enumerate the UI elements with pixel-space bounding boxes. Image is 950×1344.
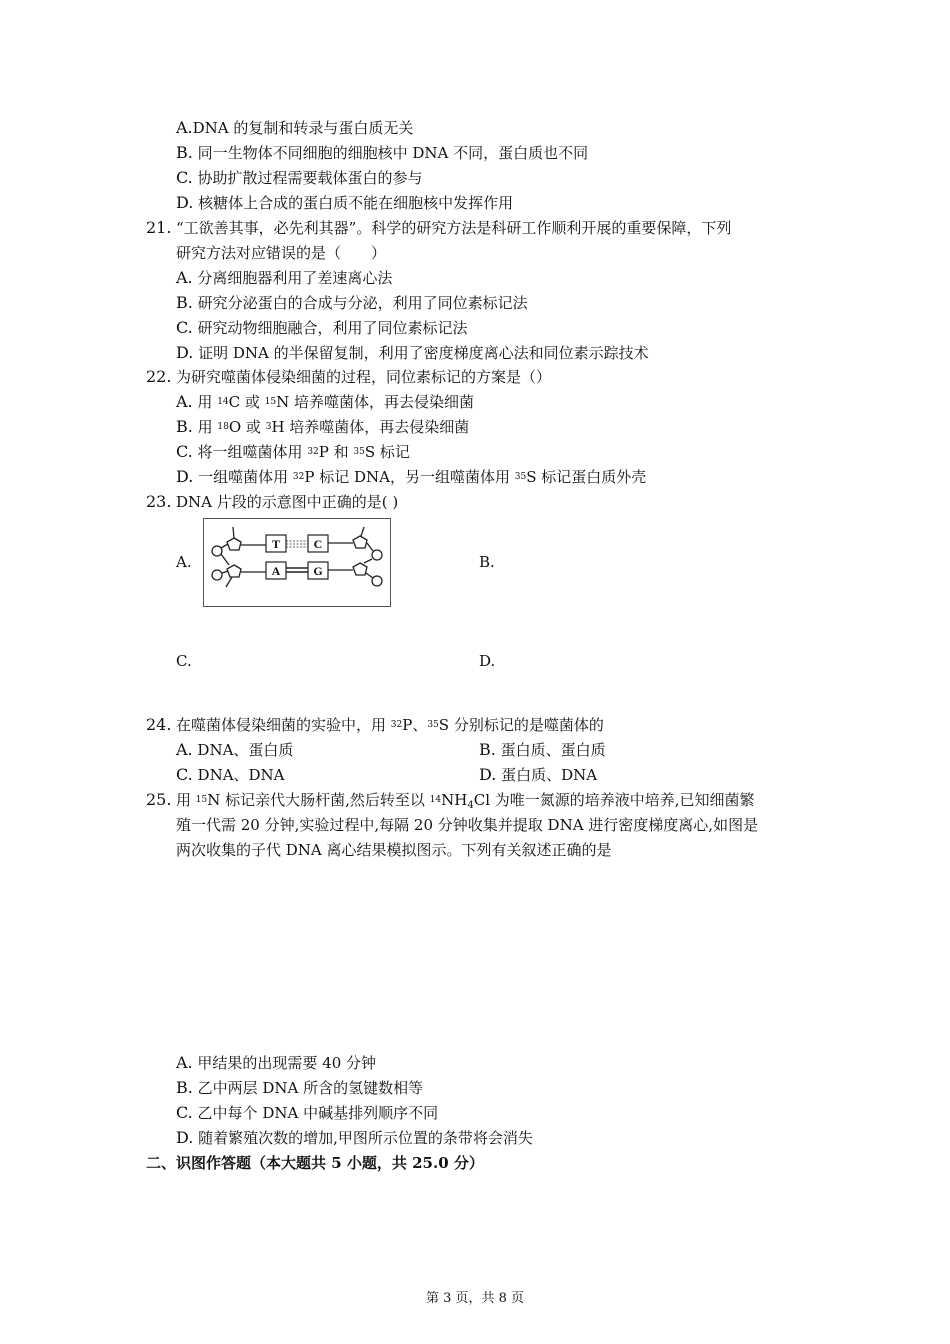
q24-option-c: C. DNA、DNA (176, 765, 285, 784)
q20-option-c: C. 协助扩散过程需要载体蛋白的参与 (176, 168, 423, 187)
q21-stem-line2: 研究方法对应错误的是（ ） (176, 244, 387, 262)
q25-number: 25. (146, 790, 172, 809)
q21-option-d: D. 证明 DNA 的半保留复制，利用了密度梯度离心法和同位素示踪技术 (176, 343, 649, 362)
q21-option-a: A. 分离细胞器利用了差速离心法 (176, 268, 393, 287)
base-label-c: C (313, 537, 323, 551)
q25-option-a: A. 甲结果的出现需要 40 分钟 (176, 1053, 377, 1072)
phosphate-circle (212, 570, 222, 580)
q24-number: 24. (146, 715, 172, 734)
q24-option-b: B. 蛋白质、蛋白质 (479, 740, 606, 759)
q23-option-b-label: B. (479, 553, 495, 571)
page-footer: 第 3 页，共 8 页 (425, 1291, 525, 1306)
q22-option-a: A. 用 $^{14}$C 或 $^{15}$N 培养噬菌体，再去侵染细菌 (176, 392, 475, 411)
q22-option-d: D. 一组噬菌体用 $^{32}$P 标记 DNA，另一组噬菌体用 $^{35}$S 标记蛋白质外壳 (176, 467, 647, 486)
sugar-pentagon (227, 538, 241, 550)
q24-option-d: D. 蛋白质、DNA (479, 765, 598, 784)
q21-option-b: B. 研究分泌蛋白的合成与分泌，利用了同位素标记法 (176, 293, 528, 312)
sugar-pentagon (227, 565, 241, 577)
q23-option-c-label: C. (176, 652, 192, 670)
phosphate-circle (372, 576, 382, 586)
q21-option-c: C. 研究动物细胞融合，利用了同位素标记法 (176, 318, 468, 337)
dna-fragment-svg (204, 519, 390, 606)
section-2-heading: 二、识图作答题（本大题共 5 小题，共 25.0 分） (146, 1154, 484, 1172)
phosphate-circle (212, 546, 222, 556)
q25-option-c: C. 乙中每个 DNA 中碱基排列顺序不同 (176, 1103, 439, 1122)
q21-stem-line1: “工欲善其事，必先利其器”。科学的研究方法是科研工作顺利开展的重要保障，下列 (176, 219, 732, 237)
q24-option-a: A. DNA、蛋白质 (176, 740, 294, 759)
q20-option-a: A.DNA 的复制和转录与蛋白质无关 (176, 118, 414, 137)
dna-fragment-diagram (203, 518, 391, 607)
base-label-a: A (271, 564, 281, 578)
q20-option-d: D. 核糖体上合成的蛋白质不能在细胞核中发挥作用 (176, 193, 514, 212)
q22-option-c: C. 将一组噬菌体用 $^{32}$P 和 $^{35}$S 标记 (176, 442, 410, 461)
q25-stem-line2: 殖一代需 20 分钟,实验过程中,每隔 20 分钟收集并提取 DNA 进行密度梯度离心,如图是 (176, 816, 759, 834)
q24-stem: 在噬菌体侵染细菌的实验中，用 $^{32}$P、$^{35}$S 分别标记的是噬菌体的 (176, 716, 604, 734)
base-label-t: T (271, 537, 281, 551)
q23-option-d-label: D. (479, 652, 496, 670)
q23-number: 23. (146, 492, 172, 511)
base-label-g: G (313, 564, 323, 578)
phosphate-circle (372, 550, 382, 560)
q21-number: 21. (146, 218, 172, 237)
q22-stem: 为研究噬菌体侵染细菌的过程，同位素标记的方案是（） (176, 368, 552, 386)
sugar-pentagon (353, 563, 367, 575)
q25-stem-line1: 用 $^{15}$N 标记亲代大肠杆菌,然后转至以 $^{14}NH_4Cl$ 为唯一氮源的培养液中培养,已知细菌繁 (176, 791, 755, 811)
sugar-pentagon (353, 536, 367, 548)
q20-option-b: B. 同一生物体不同细胞的细胞核中 DNA 不同，蛋白质也不同 (176, 143, 589, 162)
q25-option-d: D. 随着繁殖次数的增加,甲图所示位置的条带将会消失 (176, 1128, 533, 1147)
q25-option-b: B. 乙中两层 DNA 所含的氢键数相等 (176, 1078, 424, 1097)
q25-stem-line3: 两次收集的子代 DNA 离心结果模拟图示。下列有关叙述正确的是 (176, 841, 612, 859)
q22-option-b: B. 用 $^{18}$O 或 $^3$H 培养噬菌体，再去侵染细菌 (176, 417, 470, 436)
q23-option-a-label: A. (176, 553, 192, 571)
q23-stem: DNA 片段的示意图中正确的是( ) (176, 493, 399, 511)
q22-number: 22. (146, 367, 172, 386)
